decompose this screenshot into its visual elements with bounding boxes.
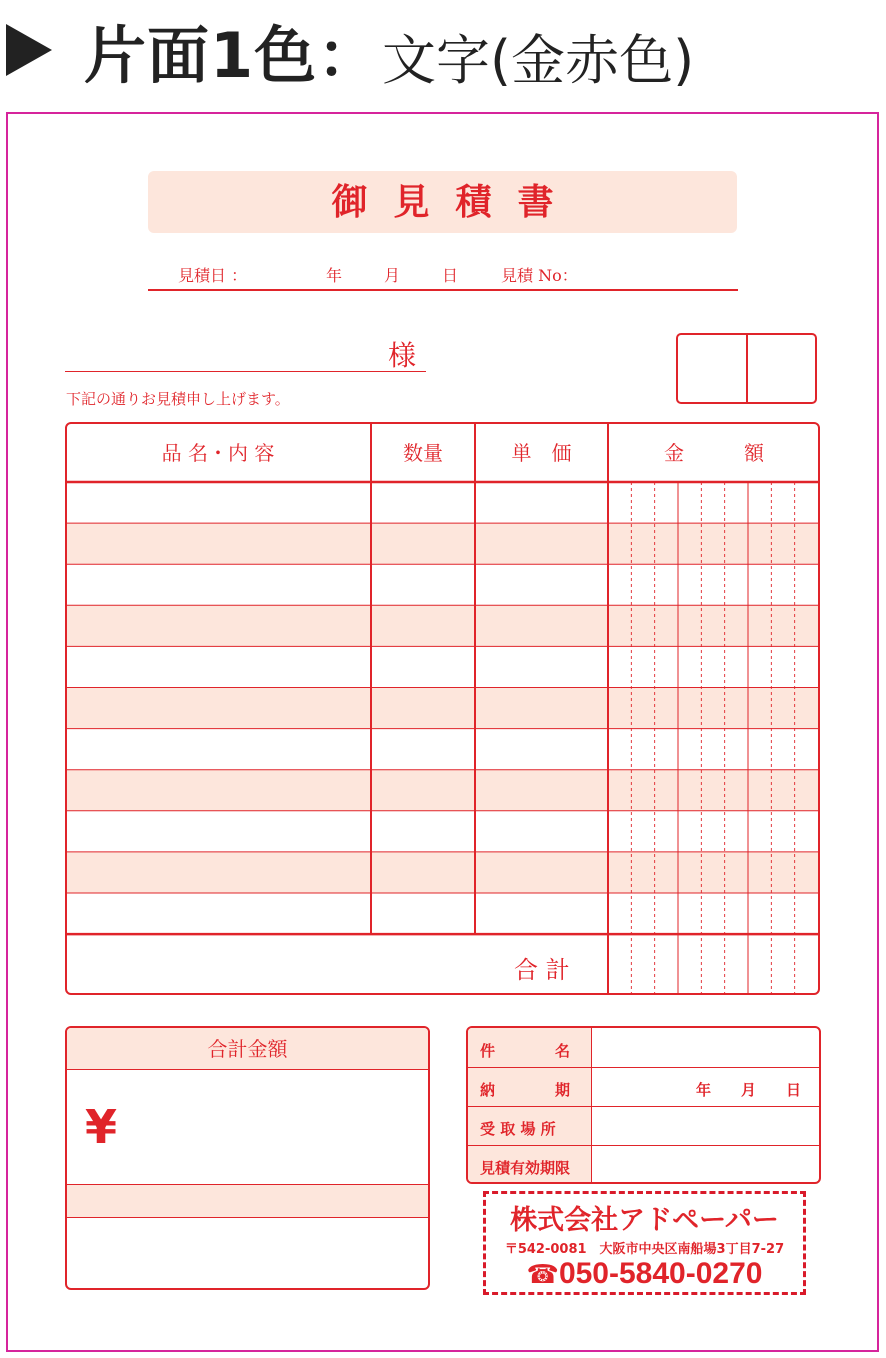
info-delivery-date: 年 月 日 xyxy=(696,1081,802,1099)
document-title: 御見積書 xyxy=(331,181,580,223)
yen-sign: ¥ xyxy=(85,1100,118,1154)
info-row-divider xyxy=(468,1106,821,1107)
table-row-band xyxy=(67,523,818,564)
company-name: 株式会社アドペーパー xyxy=(510,1205,779,1236)
heading-subtitle: 文字(金赤色) xyxy=(382,29,695,92)
table-row-band xyxy=(67,770,818,811)
table-row-band xyxy=(67,688,818,729)
estimate-no-label: 見積 No： xyxy=(501,266,578,285)
company-phone-row xyxy=(486,1257,803,1291)
heading-bold: 片面1色： xyxy=(84,19,381,92)
total-amount-label: 合計金額 xyxy=(207,1037,288,1061)
header-item: 品 名・内 容 xyxy=(161,441,275,465)
info-box xyxy=(466,1026,821,1184)
info-label-delivery: 納 期 xyxy=(480,1081,571,1099)
month-label: 月 xyxy=(384,266,401,285)
table-grid xyxy=(65,422,820,995)
telephone-icon: ☎ xyxy=(526,1260,559,1290)
info-label-validity: 見積有効期限 xyxy=(480,1159,571,1177)
info-row-divider xyxy=(468,1067,821,1068)
header-unit-price: 単 価 xyxy=(511,441,572,465)
triangle-marker-icon xyxy=(6,24,52,76)
info-label-place: 受 取 場 所 xyxy=(480,1120,556,1138)
header-quantity: 数量 xyxy=(403,441,443,465)
total-amount-box xyxy=(65,1026,430,1290)
company-phone: 050-5840-0270 xyxy=(558,1257,763,1290)
table-row-band xyxy=(67,605,818,646)
honorific-sama: 様 xyxy=(388,339,417,372)
stamp-divider xyxy=(746,333,748,404)
item-table xyxy=(65,422,820,995)
header-amount: 金 額 xyxy=(664,441,764,465)
info-label-subject: 件 名 xyxy=(480,1042,571,1060)
info-row-divider xyxy=(468,1145,821,1146)
date-underline xyxy=(148,289,738,291)
notice-text: 下記の通りお見積申し上げます。 xyxy=(66,390,290,408)
table-row-band xyxy=(67,852,818,893)
date-label: 見積日 ： xyxy=(178,266,248,285)
year-label: 年 xyxy=(326,266,343,285)
day-label: 日 xyxy=(442,266,459,285)
company-block xyxy=(483,1191,806,1295)
table-total-label: 合 計 xyxy=(514,956,570,984)
company-address: 〒542-0081 大阪市中央区南船場3丁目7-27 xyxy=(504,1242,785,1257)
total-band xyxy=(67,1184,430,1218)
addressee-underline xyxy=(65,371,426,372)
